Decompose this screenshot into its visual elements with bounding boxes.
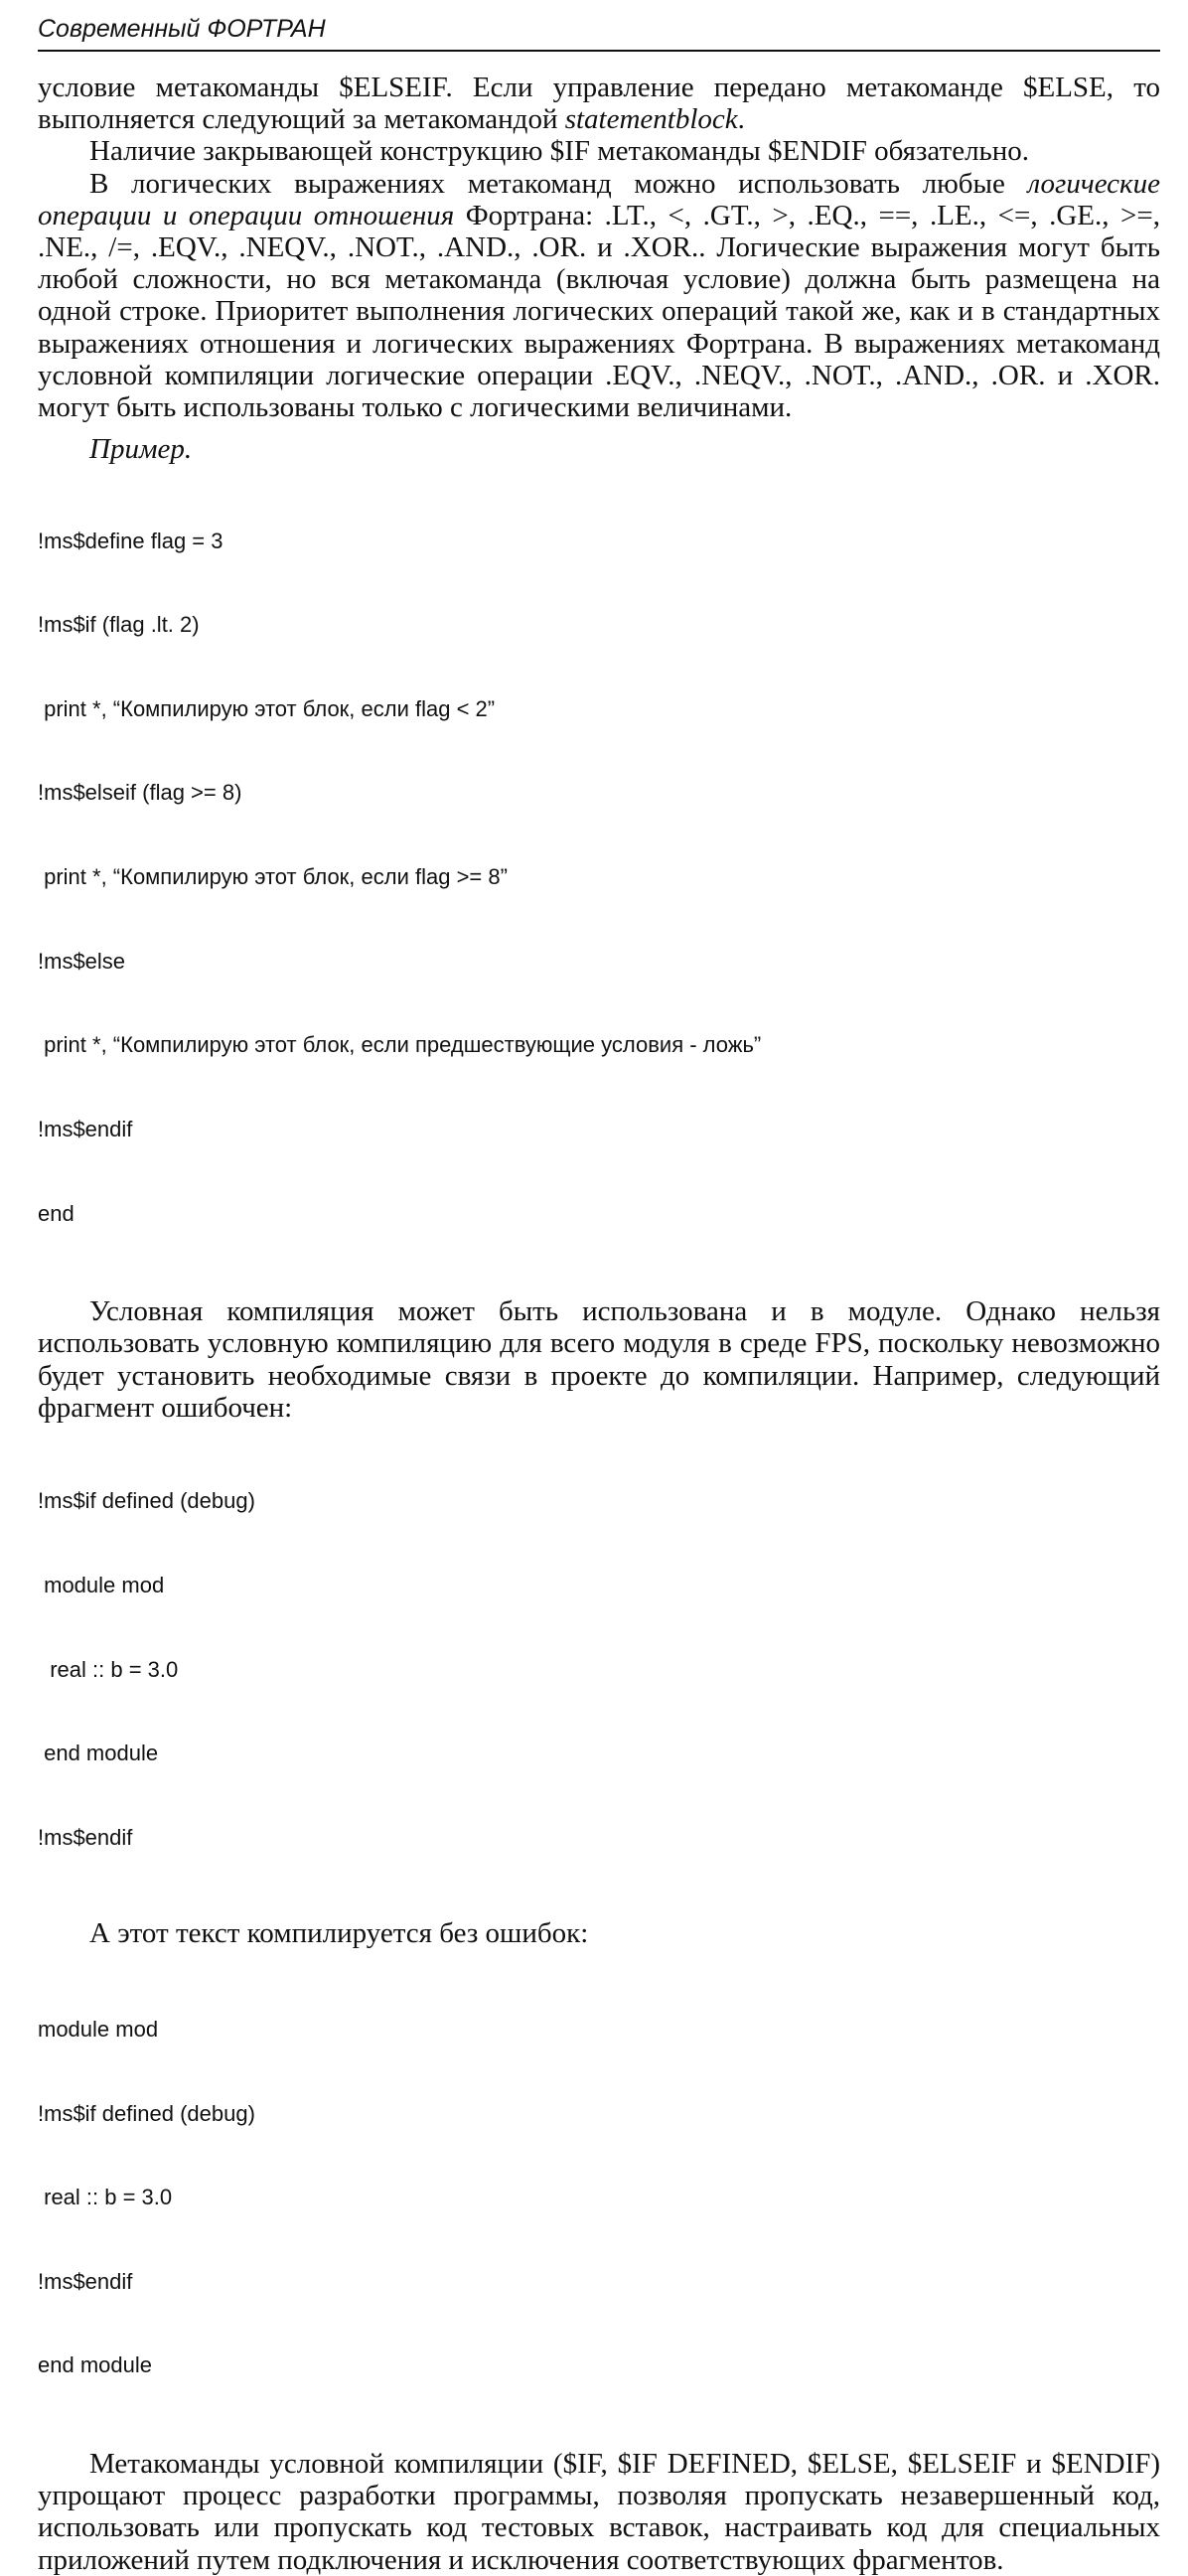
code-line: !ms$endif — [38, 1116, 133, 1141]
code-line: !ms$else — [38, 948, 126, 974]
paragraph-6: Метакоманды условной компиляции ($IF, $IF DEFINED, $ELSE, $ELSEIF и $ENDIF) упрощают процесс разработки программы, позволяя пропускать незавершенный код, использовать или пропускать код тестовых вставок, настраивать код для специальных приложений путем подключения и исключения соответствующих фрагментов. — [38, 2448, 1160, 2576]
code-block-2 — [38, 1432, 1160, 1907]
paragraph-1-emphasis: statementblock — [564, 103, 738, 136]
code-line: print *, “Компилирую этот блок, если flag >= 8” — [38, 864, 508, 890]
paragraph-2: Наличие закрывающей конструкцию $IF метакоманды $ENDIF обязательно. — [89, 135, 1030, 168]
code-line: !ms$define flag = 3 — [38, 528, 223, 553]
paragraph-5: А этот текст компилируется без ошибок: — [89, 1917, 589, 1950]
running-head: Современный ФОРТРАН — [38, 12, 1160, 52]
code-line: !ms$if (flag .lt. 2) — [38, 612, 200, 638]
code-line: end — [38, 1200, 74, 1226]
code-line: real :: b = 3.0 — [38, 2185, 173, 2210]
code-line: !ms$endif — [38, 2268, 133, 2294]
paragraph-3-emphasis: логические операции и операции отношения — [38, 167, 1160, 231]
code-block-3 — [38, 1960, 1160, 2436]
code-line: module mod — [38, 1572, 165, 1597]
code-line: print *, “Компилирую этот блок, если предшествующие условия - ложь” — [38, 1032, 762, 1058]
paragraph-4: Условная компиляция может быть использована и в модуле. Однако нельзя использовать условную компиляцию для всего модуля в среде FPS, поскольку невозможно будет установить необходимые связи в проекте до компиляции. Например, следующий фрагмент ошибочен: — [38, 1295, 1160, 1424]
paragraph-3-rest: Фортрана: .LT., <, .GT., >, .EQ., ==, .LE., <=, .GE., >=, .NE., /=, .EQV., .NEQV., .NOT., .AND., .OR. и .XOR.. Логические выражения могут быть любой сложности, но вся метакоманда (включая условие) должна быть размещена на одной строке. Приоритет выполнения логических операций такой же, как и в стандартных выражениях отношения и логических выражениях Фортрана. В выражениях метакоманд условной компиляции логические операции .EQV., .NEQV., .NOT., .AND., .OR. и .XOR. могут быть использованы только с логическими величинами. — [38, 199, 1160, 424]
example-label: Пример. — [89, 433, 193, 466]
code-line: !ms$if defined (debug) — [38, 1488, 255, 1514]
code-block-1 — [38, 471, 1160, 1284]
code-line: !ms$endif — [38, 1824, 133, 1850]
code-line: !ms$if defined (debug) — [38, 2100, 255, 2126]
code-line: end module — [38, 2352, 152, 2378]
code-line: module mod — [38, 2017, 159, 2042]
paragraph-1-text: условие метакоманды $ELSEIF. Если управление передано метакоманде $ELSE, то выполняется следующий за метакомандой — [38, 72, 1160, 136]
code-line: !ms$elseif (flag >= 8) — [38, 780, 242, 806]
paragraph-3 — [38, 168, 1160, 424]
page-body — [38, 72, 1160, 2576]
paragraph-3-start: В логических выражениях метакоманд можно использовать любые — [89, 167, 1005, 200]
code-line: end module — [38, 1741, 159, 1766]
paragraph-1-end: . — [737, 103, 745, 136]
paragraph-1 — [38, 72, 1160, 135]
code-line: real :: b = 3.0 — [38, 1656, 179, 1682]
code-line: print *, “Компилирую этот блок, если flag < 2” — [38, 695, 496, 721]
